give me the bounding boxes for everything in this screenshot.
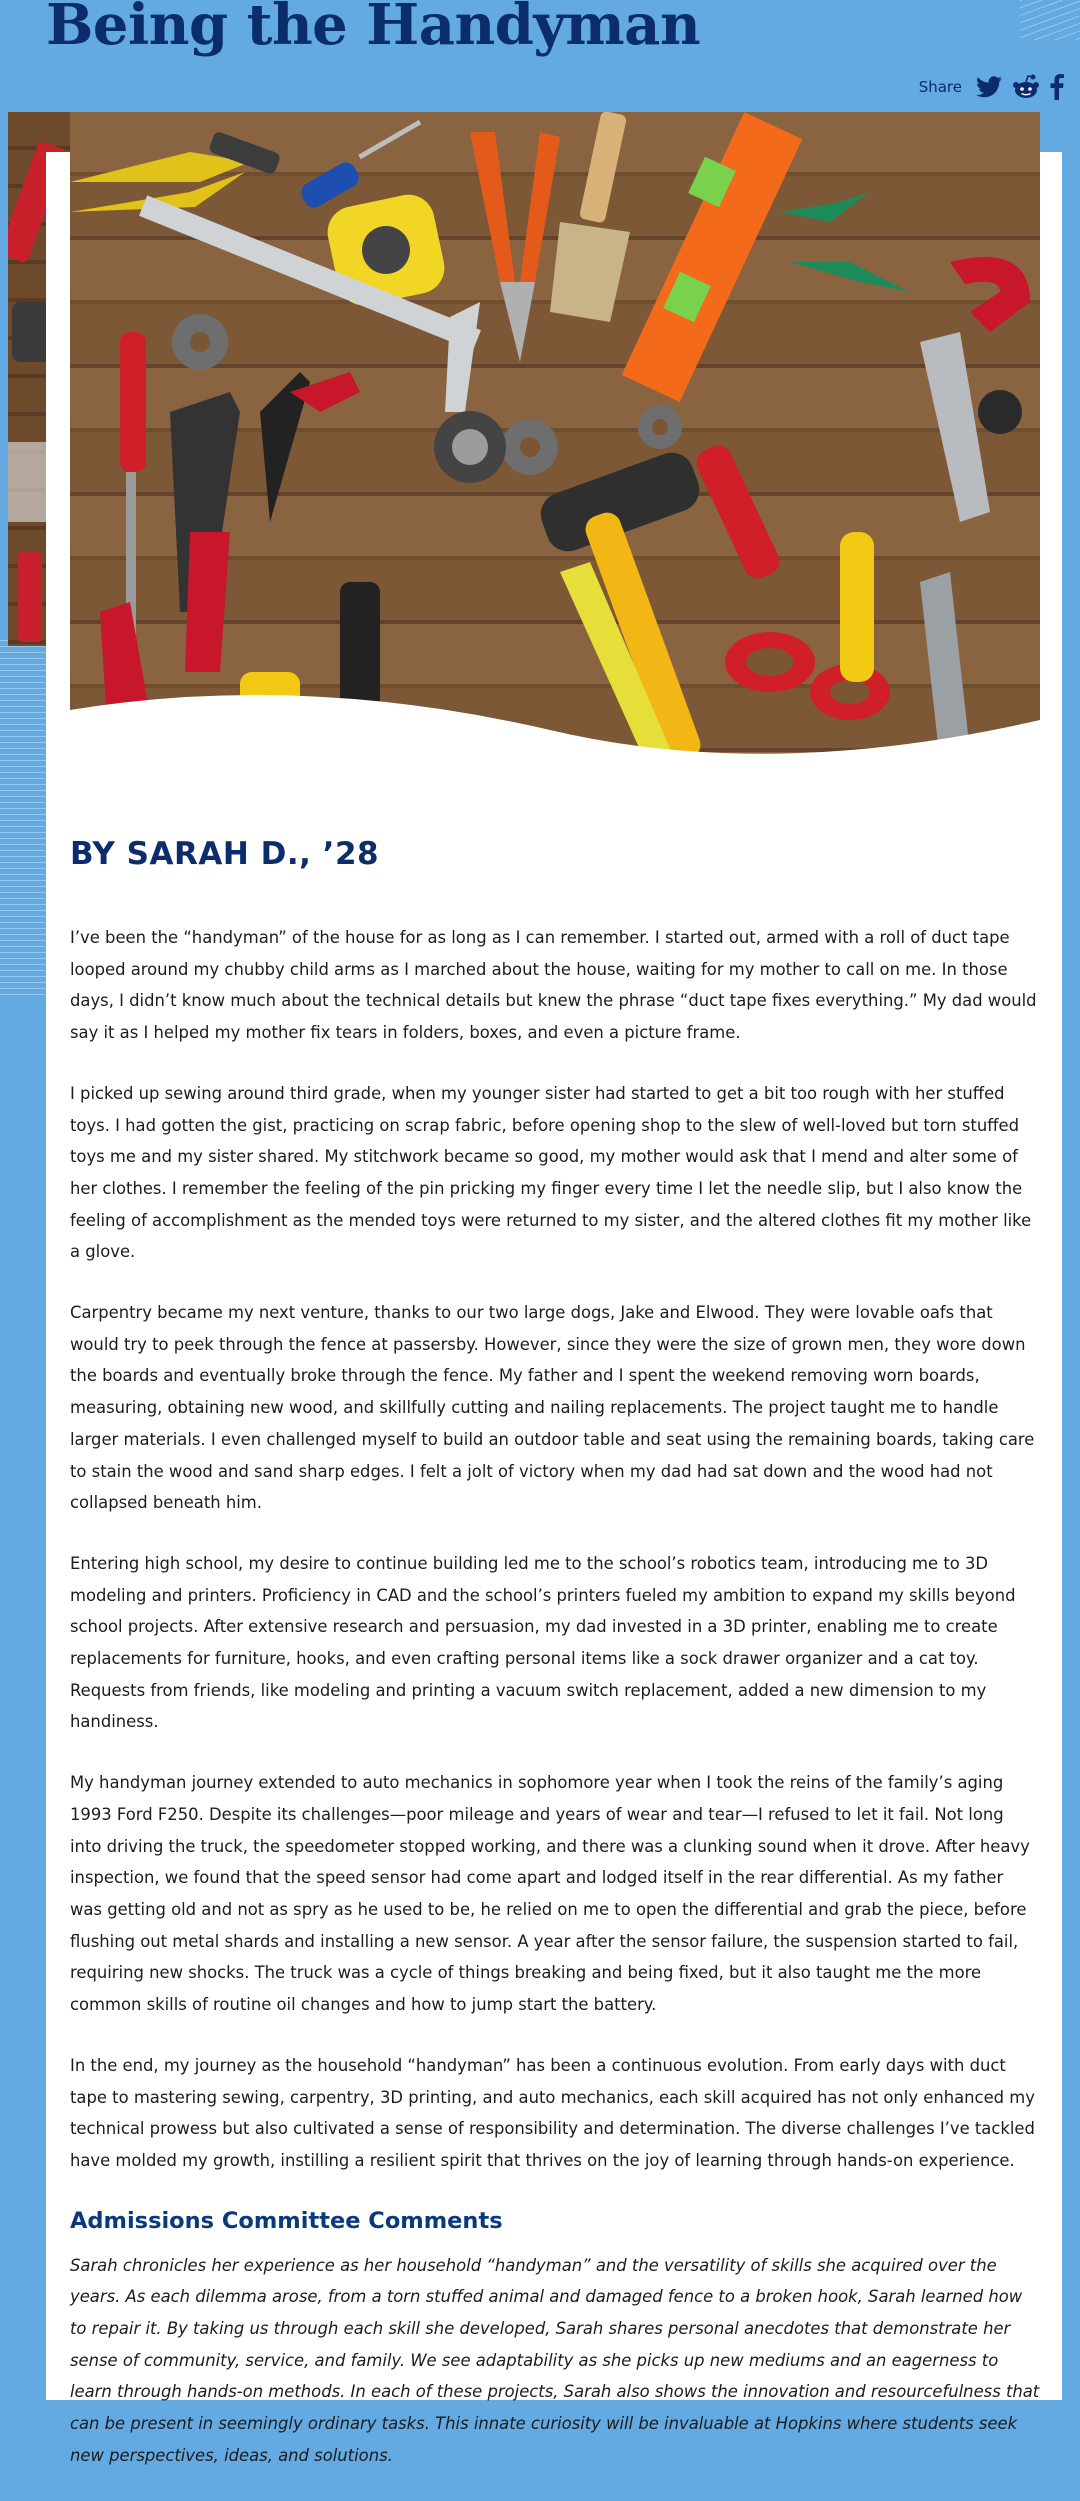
author-byline: BY SARAH D., ’28: [70, 836, 380, 872]
article-paragraph: Entering high school, my desire to continue building led me to the school’s robotics team, introducing me to 3D modeling and printers. Proficiency in CAD and the school’s printers fueled my ambition to expand my skills beyond school projects. After extensive research and persuasion, my dad invested in a 3D printer, enabling me to create replacements for furniture, hooks, and even crafting personal items like a sock drawer organizer and a cat toy. Requests from friends, like modeling and printing a vacuum switch replacement, added a new dimension to my handiness.: [70, 1553, 1016, 1732]
comments-heading: Admissions Committee Comments: [70, 2207, 503, 2234]
twitter-icon[interactable]: [976, 76, 1002, 98]
article-paragraph: I’ve been the “handyman” of the house for as long as I can remember. I started out, armed with a roll of duct tape looped around my chubby child arms as I marched about the house, waiting for my mother to call on me. In those days, I didn’t know much about the technical details but knew the phrase “duct tape fixes everything.” My dad would say it as I helped my mother fix tears in folders, boxes, and even a picture frame.: [70, 928, 1037, 1043]
article-paragraph: In the end, my journey as the household “handyman” has been a continuous evolution. From early days with duct tape to mastering sewing, carpentry, 3D printing, and auto mechanics, each skill acquired has not only enhanced my technical prowess but also cultivated a sense of responsibility and determination. The diverse challenges I’ve tackled have molded my growth, instilling a resilient spirit that thrives on the joy of learning through hands-on experience.: [70, 2055, 1035, 2170]
article-paragraph: I picked up sewing around third grade, when my younger sister had started to get a bit too rough with her stuffed toys. I had gotten the gist, practicing on scrap fabric, before opening shop to the slew of well-loved but torn stuffed toys me and my sister shared. My stitchwork became so good, my mother would ask that I mend and alter some of her clothes. I remember the feeling of the pin pricking my finger every time I let the needle slip, but I also know the feeling of accomplishment as the mended toys were returned to my sister, and the altered clothes fit my mother like a glove.: [70, 1083, 1032, 1262]
page-title: Being the Handyman: [46, 0, 701, 58]
article-paragraph: My handyman journey extended to auto mechanics in sophomore year when I took the reins of the family’s aging 1993 Ford F250. Despite its challenges—poor mileage and years of wear and tear—I refused to let it fail. Not long into driving the truck, the speedometer stopped working, and there was a clunking sound when it drove. After heavy inspection, we found that the speed sensor had come apart and lodged itself in the rear differential. As my father was getting old and not as spry as he used to be, he relied on me to open the differential and grab the piece, before flushing out metal shards and installing a new sensor. A year after the sensor failure, the suspension started to fail, requiring new shocks. The truck was a cycle of things breaking and being fixed, but it also taught me the more common skills of routine oil changes and how to jump start the battery.: [70, 1773, 1030, 2015]
hero-image: [70, 112, 1040, 772]
facebook-icon[interactable]: [1050, 74, 1064, 100]
hero-wave-shape: [70, 682, 1040, 772]
admissions-comments: Sarah chronicles her experience as her household “handyman” and the versatility of skills she acquired over the years. As each dilemma arose, from a torn stuffed animal and damaged fence to a broken hook, Sarah learned how to repair it. By taking us through each skill she developed, Sarah shares personal anecdotes that demonstrate her sense of community, service, and family. We see adaptability as she picks up new mediums and an eagerness to learn through hands-on methods. In each of these projects, Sarah also shows the innovation and resourcefulness that can be present in seemingly ordinary tasks. This innate curiosity will be invaluable at Hopkins where students seek new perspectives, ideas, and solutions.: [70, 2255, 1040, 2465]
tools-illustration: [70, 112, 1040, 772]
decorative-lines-top-right: [1020, 0, 1080, 40]
article-body: [70, 922, 1040, 2501]
share-label: Share: [918, 78, 962, 96]
article-paragraph: Carpentry became my next venture, thanks to our two large dogs, Jake and Elwood. They were lovable oafs that would try to peek through the fence at passersby. However, since they were the size of grown men, they wore down the boards and eventually broke through the fence. My father and I spent the weekend removing worn boards, measuring, obtaining new wood, and skillfully cutting and nailing replacements. The project taught me to handle larger materials. I even challenged myself to build an outdoor table and seat using the remaining boards, taking care to stain the wood and sand sharp edges. I felt a jolt of victory when my dad had sat down and the wood had not collapsed beneath him.: [70, 1303, 1035, 1513]
reddit-icon[interactable]: [1012, 74, 1040, 100]
decorative-lines-left: [0, 640, 48, 1000]
share-bar: [919, 70, 1064, 104]
